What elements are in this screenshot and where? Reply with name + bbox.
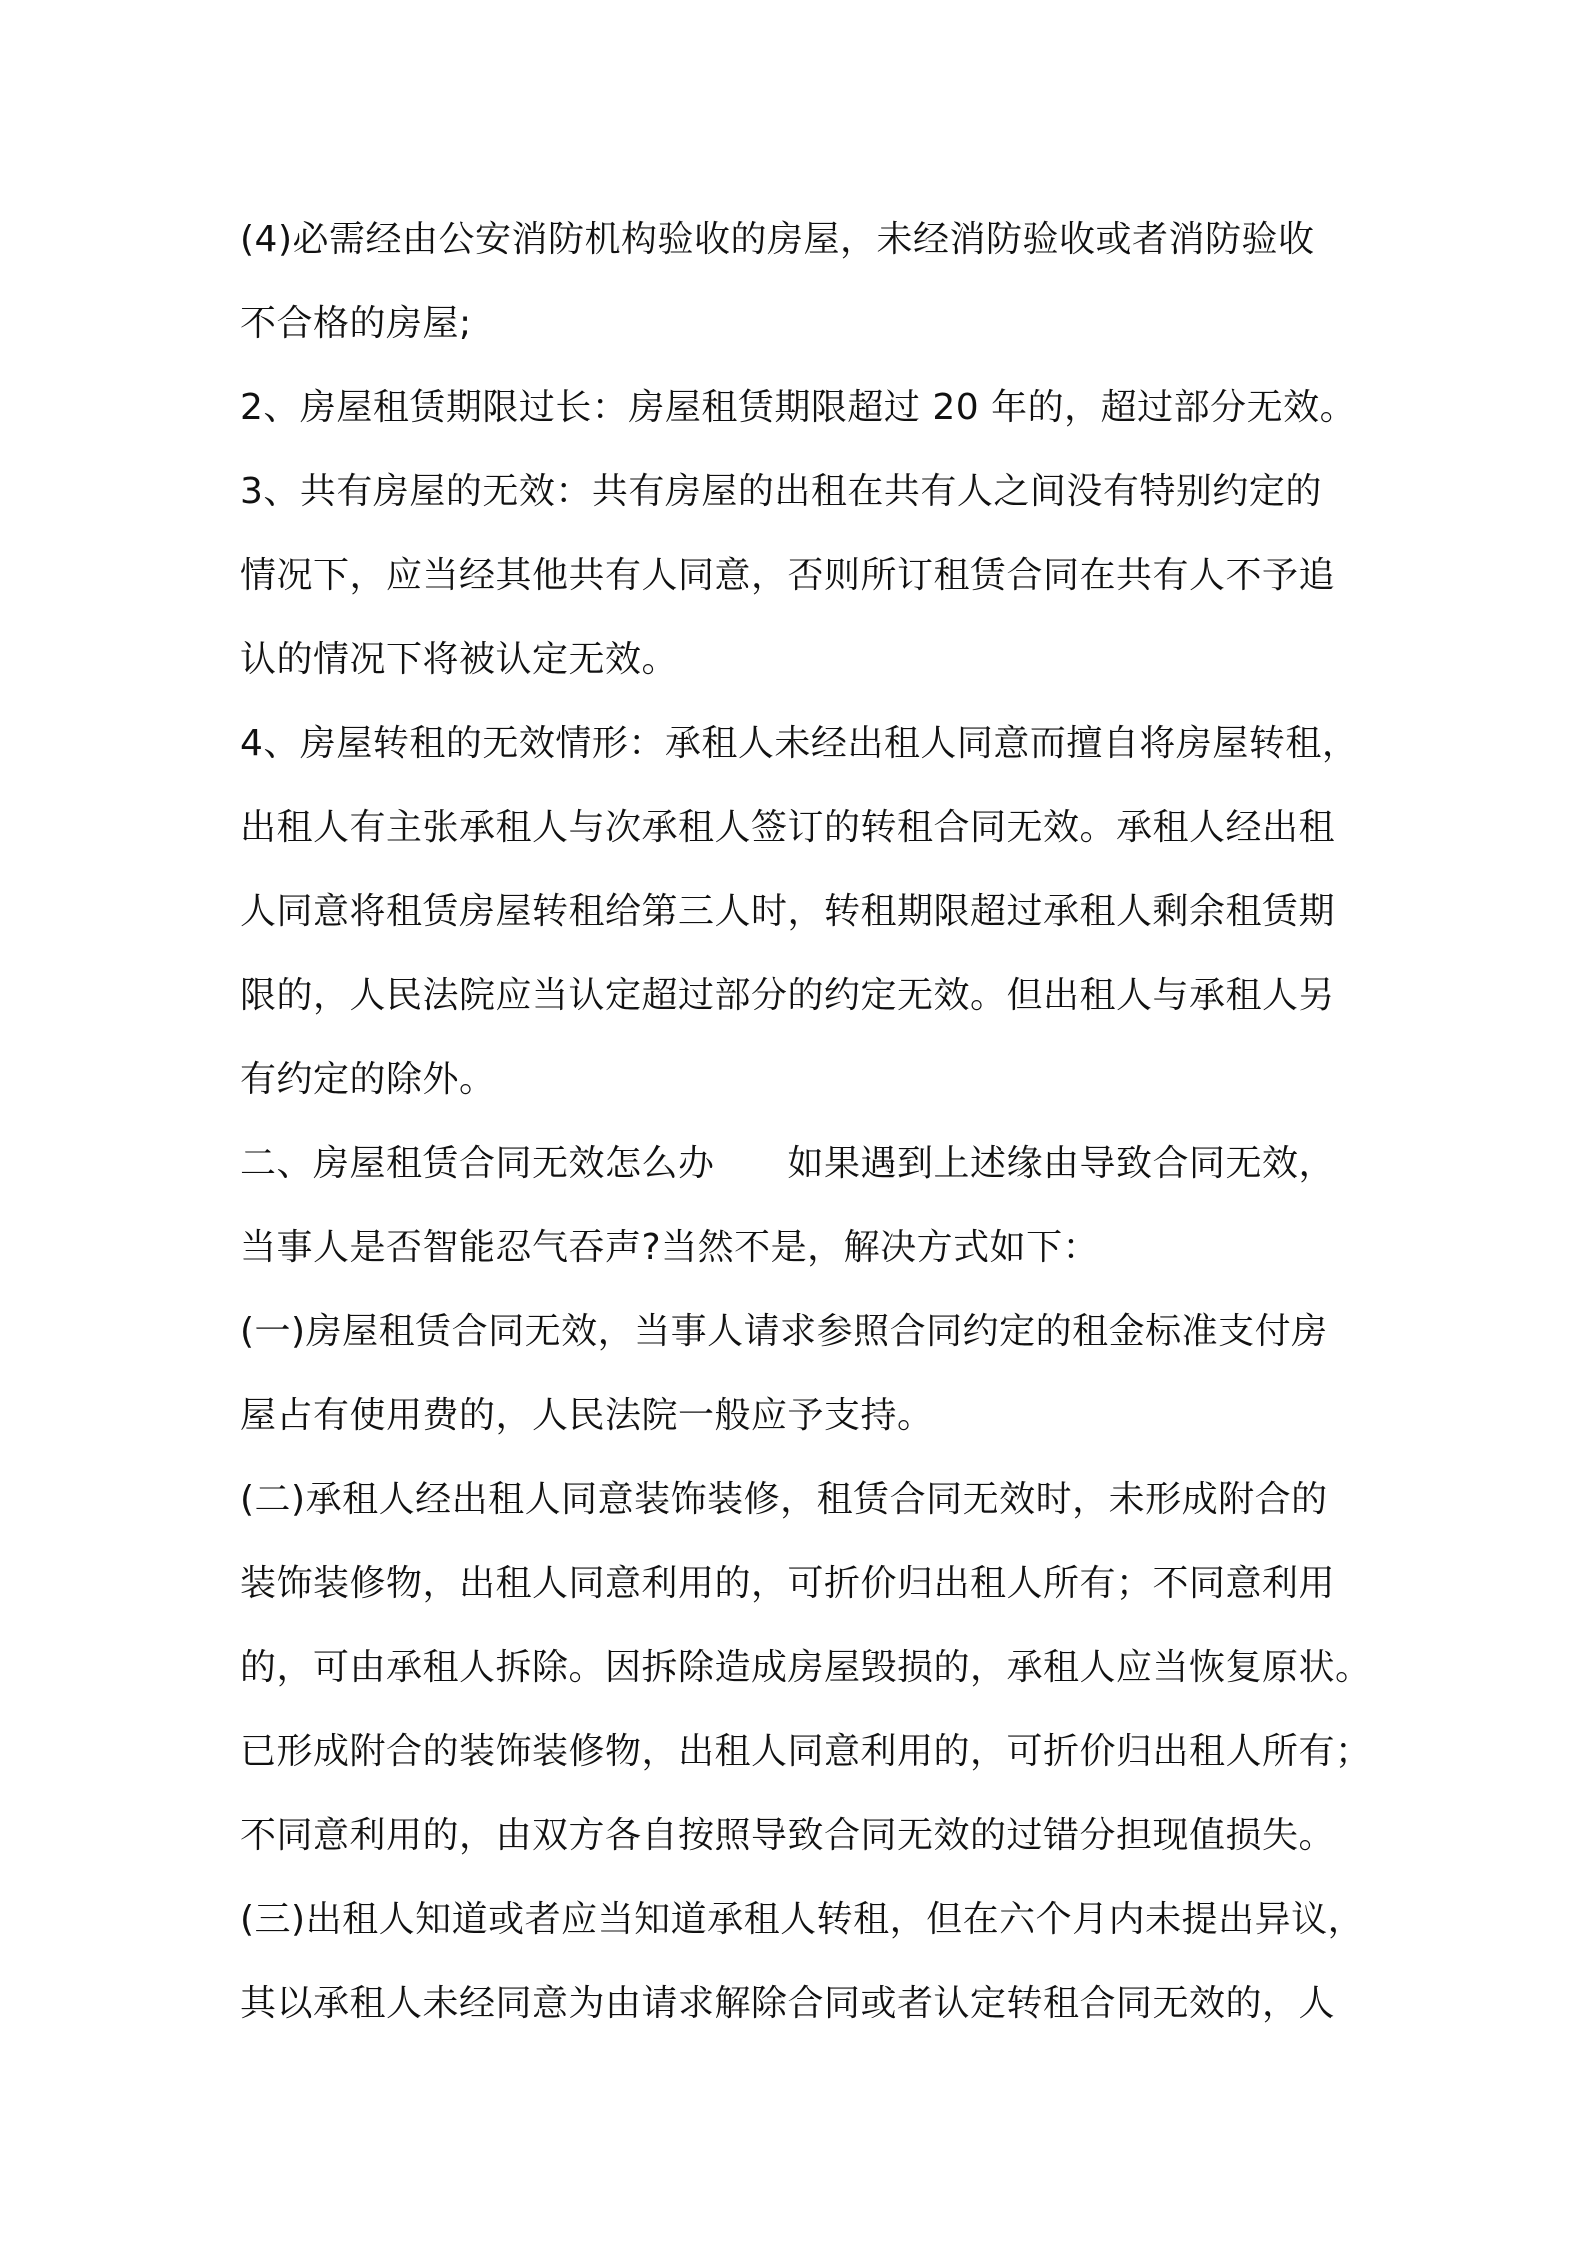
text-line: (三)出租人知道或者应当知道承租人转租，但在六个月内未提出异议， — [240, 1899, 1365, 1940]
body-text — [240, 198, 1372, 2046]
text-line: 已形成附合的装饰装修物，出租人同意利用的，可折价归出租人所有； — [240, 1731, 1372, 1772]
text-line: 3、共有房屋的无效：共有房屋的出租在共有人之间没有特别约定的 — [240, 471, 1322, 512]
text-line: 屋占有使用费的，人民法院一般应予支持。 — [240, 1395, 934, 1436]
text-line: 的，可由承租人拆除。因拆除造成房屋毁损的，承租人应当恢复原状。 — [240, 1647, 1372, 1688]
text-line: 2、房屋租赁期限过长：房屋租赁期限超过 20 年的，超过部分无效。 — [240, 387, 1357, 428]
text-line: 情况下，应当经其他共有人同意，否则所订租赁合同在共有人不予追 — [240, 555, 1336, 596]
text-line: 有约定的除外。 — [240, 1059, 496, 1100]
text-line: 当事人是否智能忍气吞声?当然不是，解决方式如下： — [240, 1227, 1100, 1268]
text-line: 其以承租人未经同意为由请求解除合同或者认定转租合同无效的，人 — [240, 1983, 1336, 2024]
text-line: (二)承租人经出租人同意装饰装修，租赁合同无效时，未形成附合的 — [240, 1479, 1328, 1520]
text-line: 认的情况下将被认定无效。 — [240, 639, 679, 680]
text-line: 二、房屋租赁合同无效怎么办 如果遇到上述缘由导致合同无效， — [240, 1143, 1336, 1184]
text-line: (4)必需经由公安消防机构验收的房屋，未经消防验收或者消防验收 — [240, 219, 1315, 260]
text-line: 装饰装修物，出租人同意利用的，可折价归出租人所有；不同意利用 — [240, 1563, 1336, 1604]
text-line: 不合格的房屋; — [240, 303, 472, 344]
text-line: 人同意将租赁房屋转租给第三人时，转租期限超过承租人剩余租赁期 — [240, 891, 1336, 932]
text-line: 限的，人民法院应当认定超过部分的约定无效。但出租人与承租人另 — [240, 975, 1336, 1016]
text-line: 不同意利用的，由双方各自按照导致合同无效的过错分担现值损失。 — [240, 1815, 1336, 1856]
text-line: 4、房屋转租的无效情形：承租人未经出租人同意而擅自将房屋转租， — [240, 723, 1359, 764]
text-line: 出租人有主张承租人与次承租人签订的转租合同无效。承租人经出租 — [240, 807, 1336, 848]
text-line: (一)房屋租赁合同无效，当事人请求参照合同约定的租金标准支付房 — [240, 1311, 1328, 1352]
